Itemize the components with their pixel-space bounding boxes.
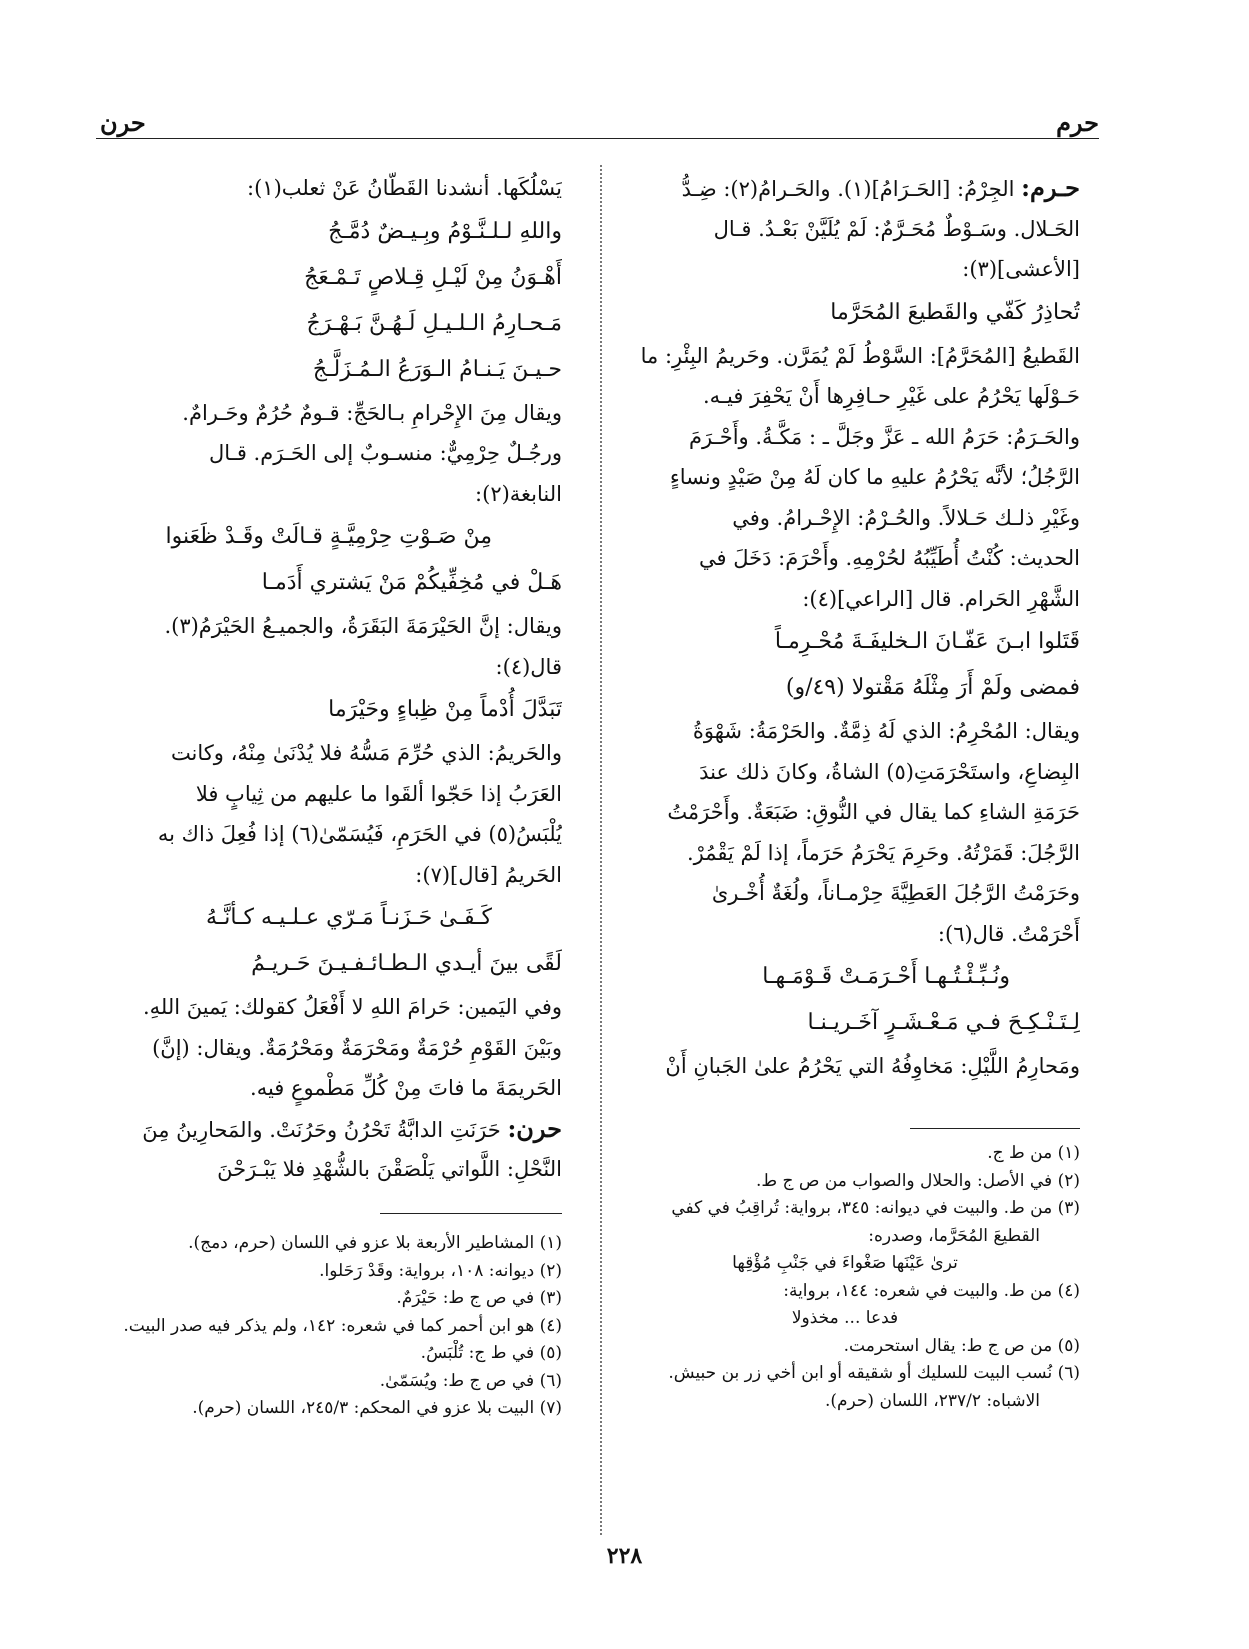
footnote: (٢) في الأصل: والحلال والصواب من ص ج ط.	[755, 1170, 1080, 1191]
entry-line: وحَرَمْتُ الرَّجُلَ العَطِيَّةَ حِرْمـاناً، ولُغَةٌ أُخْـرىٰ	[711, 881, 1080, 905]
entry-line: حَرَمَةِ الشاءِ كما يقال في النُّوقِ: ضَبَعَةٌ. وأَحْرَمْتُ	[667, 800, 1080, 824]
entry-line: ويقال: المُحْرِمُ: الذي لَهُ ذِمَّةٌ. والحَرْمَةُ: شَهْوَةُ	[692, 719, 1080, 743]
footnote: (٢) ديوانه: ١٠٨، برواية: وقَدْ رَحَلوا.	[319, 1260, 562, 1281]
footnote: (٥) من ص ج ط: يقال استحرمت.	[843, 1335, 1080, 1356]
footnote-rule-right	[910, 1128, 1080, 1129]
footnote: (٥) في ط ج: تُلْبَسُ.	[420, 1343, 562, 1363]
right-column	[620, 168, 1080, 1087]
entry-line: حرن: حَرَنَتِ الدابَّةُ تَحْرُنُ وحَرُنَتْ. والمَحارِينُ مِنَ	[142, 1113, 562, 1143]
verse-line: هَـلْ في مُخِفِّيكُمْ مَنْ يَشتري أَدَمـا	[261, 570, 562, 595]
entry-line: يَسْلُكَها. أنشدنا القَطّانُ عَنْ ثعلب(١):	[247, 176, 562, 200]
verse-line: كَـفَـىٰ حَـزَنـاً مَـرّي عـلـيـه كـأنَّـهُ	[205, 905, 492, 930]
verse-line: لَقًى بينَ أيـدي الـطـائـفـيـنَ حَـريـمُ	[251, 951, 562, 976]
verse-line: ونُـبِّـئْـتُـهـا أَحْـرَمَـتْ قَـوْمَـهـا	[762, 964, 1010, 989]
footnote: (١) من ط ج.	[987, 1143, 1080, 1163]
entry-line: والحَـرَمُ: حَرَمُ الله ـ عَزَّ وجَلَّ ـ : مَكَّـةُ. وأَحْـرَمَ	[689, 424, 1080, 449]
entry-line: الحديث: كُنْتُ أُطَيِّبُهُ لحُرْمِهِ. وأَحْرَمَ: دَخَلَ في	[699, 546, 1080, 570]
footnote: (١) المشاطير الأربعة بلا عزو في اللسان (حرم، دمج).	[188, 1233, 562, 1253]
entry-line: يُلْبَسُ(٥) في الحَرَمِ، فَيُسَمّىٰ(٦) إذا فُعِلَ ذاك به	[157, 822, 562, 846]
footnote-verse: ترىٰ عَيْنَها صَغْواءَ في جَنْبِ مُؤْقِها	[732, 1253, 958, 1273]
verse-line: تُحاذِرُ كَفّي والقَطيعَ المُحَرَّما	[830, 299, 1080, 325]
entry-line: [الأعشى](٣):	[962, 257, 1080, 281]
entry-line: وفي اليَمين: حَرامَ اللهِ لا أَفْعَلُ كقولك: يَمينَ اللهِ.	[143, 995, 562, 1019]
verse-line: أَهْـوَنُ مِنْ لَيْـلِ قِـلاصٍ تَـمْـعَجُ	[304, 264, 562, 290]
left-column	[100, 168, 562, 1190]
entry-line: الشَّهْرِ الحَرام. قال [الراعي](٤):	[802, 586, 1080, 611]
footnote: القطيعَ المُحَرَّما، وصدره:	[868, 1225, 1040, 1246]
entry-line: ويقال: إنَّ الحَيْرَمَةَ البَقَرَةُ، والجميـعُ الحَيْرَمُ(٣).	[164, 614, 562, 638]
footnote: (٤) من ط. والبيت في شعره: ١٤٤، برواية:	[783, 1280, 1080, 1301]
entry-line: النَّحْلِ: اللَّواتي يَلْصَقْنَ بالشُّهْدِ فلا يَبْـرَحْنَ	[217, 1157, 562, 1181]
entry-line: الحَـلال. وسَـوْطٌ مُحَـرَّمٌ: لَمْ يُلَيَّنْ بَعْـدُ. قـال	[713, 216, 1080, 241]
footnotes-right	[610, 1140, 1080, 1415]
running-head-right: حرم	[1056, 108, 1099, 137]
entry-line: البِضاعِ، واستَحْرَمَتِ(٥) الشاةُ، وكانَ ذلك عندَ	[699, 759, 1080, 784]
entry-line: الحَريمَةَ ما فاتَ مِنْ كُلِّ مَطْموعٍ فيه.	[250, 1076, 562, 1100]
entry-line: وبَيْنَ القَوْمِ حُرْمَةٌ ومَحْرَمَةٌ ومَحْرُمَةٌ. ويقال: (إنَّ)	[152, 1035, 562, 1060]
verse-line: مَـحـارِمُ الـلـيـلِ لَـهُـنَّ بَـهْـرَجُ	[306, 310, 562, 336]
entry-line: وغَيْرِ ذلـك حَـلالاً. والحُـرْمُ: الإِحْـرامُ. وفي	[732, 505, 1080, 530]
page-number: ٢٢٨	[606, 1543, 643, 1569]
header-rule	[96, 138, 1099, 139]
entry-line: ورجُـلٌ حِرْمِيٌّ: منسـوبٌ إلى الحَـرَم. قـال	[209, 441, 562, 465]
footnote: (٦) نُسب البيت للسليك أو شقيقه أو ابن أخي زر بن حبيش.	[668, 1363, 1080, 1383]
verse-line: حـيـنَ يَـنـامُ الـوَرَعُ الـمُـزَلَّـجُ	[312, 356, 562, 382]
headword-harn: حرن:	[507, 1113, 562, 1143]
footnote: (٣) في ص ج ط: حَيْرَمٌ.	[396, 1288, 562, 1308]
entry-line: الرَّجُلُ؛ لأنَّه يَحْرُمُ عليهِ ما كان لَهُ مِنْ صَيْدٍ ونساءٍ	[669, 465, 1080, 489]
entry-line: ويقال مِنَ الإِحْرامِ بـالحَجِّ: قـومٌ حُرُمٌ وحَـرامٌ.	[182, 400, 562, 425]
entry-line: ومَحارِمُ اللَّيْلِ: مَخاوِفُهُ التي يَحْرُمُ علىٰ الجَبانِ أَنْ	[665, 1054, 1080, 1078]
verse-line: قَتَلوا ابـنَ عَفّـانَ الـخليفَـةَ مُحْـرِمـاً	[774, 629, 1080, 654]
verse-line: لِـتَـنْـكِـحَ فـي مَـعْـشَـرٍ آخَـريـنـا	[807, 1010, 1080, 1035]
verse-line: فمضى ولَمْ أَرَ مِثْلَهُ مَقْتولا (٤٩/و)	[785, 675, 1080, 700]
entry-line: أَحْرَمْتُ. قال(٦):	[937, 921, 1080, 946]
footnote-rule-left	[380, 1213, 562, 1214]
footnote: (٣) من ط. والبيت في ديوانه: ٣٤٥، برواية: تُراقِبُ في كفي	[671, 1198, 1080, 1218]
headword-harm: حـرم:	[1021, 173, 1080, 202]
entry-line: الرَّجُلَ: قَمَرْتُهُ. وحَرِمَ يَحْرَمُ حَرَماً، إذا لَمْ يَقْمُرْ.	[686, 840, 1080, 865]
verse-line: تَبَدَّلَ أُدْماً مِنْ ظِباءٍ وحَيْرَما	[328, 697, 562, 722]
entry-line: حـرم: الجِرْمُ: [الحَـرَامُ](١). والحَـرامُ(٢): ضِـدُّ	[681, 173, 1080, 202]
verse-line: مِنْ صَـوْتِ حِرْمِيَّـةٍ قـالَتْ وقَـدْ ظَعَنوا	[165, 524, 492, 549]
footnote: (٧) البيت بلا عزو في المحكم: ٢٤٥/٣، اللسان (حرم).	[192, 1398, 562, 1418]
entry-line: والحَريمُ: الذي حُرِّمَ مَسُّهُ فلا يُدْنَىٰ مِنْهُ، وكانت	[170, 741, 562, 765]
running-head-left: حرن	[100, 108, 146, 137]
entry-line: النابغة(٢):	[475, 481, 562, 506]
entry-line: العَرَبُ إذا حَجّوا ألقَوا ما عليهم من ثِيابٍ فلا	[195, 781, 562, 806]
column-divider	[600, 165, 602, 1535]
footnote-verse: فدعا ... مخذولا	[791, 1308, 899, 1328]
footnotes-left	[100, 1230, 562, 1423]
footnote: (٦) في ص ج ط: ويُسَمّىٰ.	[379, 1370, 562, 1391]
footnote: الاشباه: ٢٣٧/٢، اللسان (حرم).	[824, 1390, 1040, 1411]
verse-line: واللهِ لـلـنَّـوْمُ وبِـيـضٌ دُمَّـجُ	[328, 218, 562, 244]
entry-line: حَـوْلَها يَحْرُمُ على غَيْرِ حـافِرِها أَنْ يَحْفِرَ فيـه.	[702, 384, 1080, 408]
entry-line: الحَريمُ [قال](٧):	[415, 862, 562, 887]
entry-line: القَطيعُ [المُحَرَّمُ]: السَّوْطُ لَمْ يُمَرَّن. وحَريمُ البِئْرِ: ما	[640, 343, 1080, 368]
entry-line: قال(٤):	[495, 654, 562, 679]
footnote: (٤) هو ابن أحمر كما في شعره: ١٤٢، ولم يذكر فيه صدر البيت.	[123, 1315, 562, 1336]
